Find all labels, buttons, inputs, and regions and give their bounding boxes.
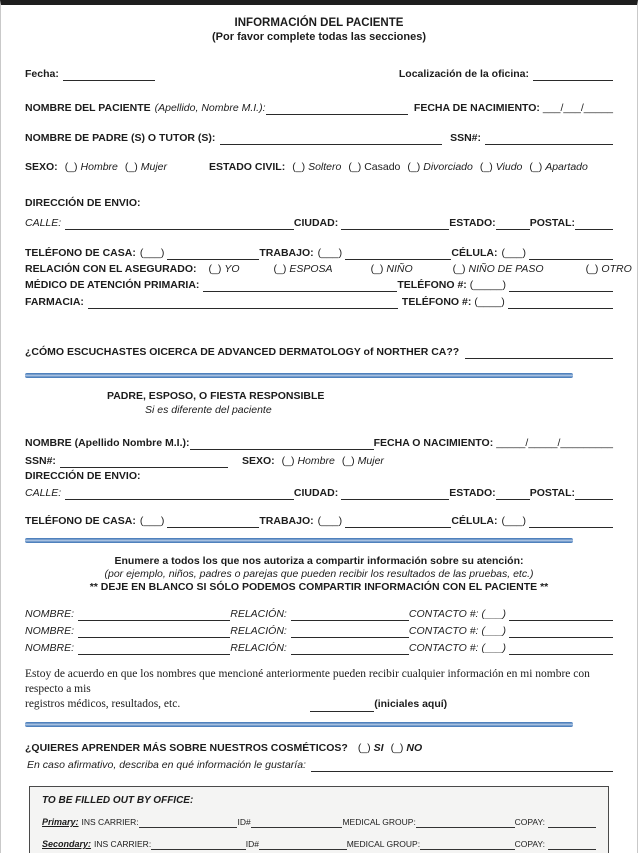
share-contact-label: CONTACTO #: bbox=[408, 642, 479, 654]
secondary-id-field[interactable] bbox=[259, 840, 347, 850]
secondary-insurance-row bbox=[42, 839, 596, 850]
cosmetics-question-label: ¿QUIERES APRENDER MÁS SOBRE NUESTROS COSMÉTICOS? bbox=[25, 742, 348, 754]
responsible-city-label: CIUDAD: bbox=[293, 487, 339, 499]
secondary-ins-carrier-label: INS CARRIER: bbox=[94, 839, 152, 849]
insured-relationship-row bbox=[25, 262, 632, 276]
city-label: CIUDAD: bbox=[293, 217, 339, 229]
sex-marital-row bbox=[25, 160, 613, 174]
marital-single-label: Soltero bbox=[308, 161, 342, 173]
section-divider bbox=[25, 538, 573, 543]
secondary-copay-field[interactable] bbox=[548, 840, 596, 850]
share-contact-label: CONTACTO #: bbox=[408, 625, 479, 637]
cosmetics-yes-label: SI bbox=[373, 742, 384, 754]
oficina-field[interactable] bbox=[533, 68, 613, 81]
responsible-sex-male-label: Hombre bbox=[297, 455, 335, 467]
responsible-zip-field[interactable] bbox=[575, 487, 613, 500]
responsible-name-field[interactable] bbox=[190, 437, 374, 450]
cell-phone-area-field[interactable]: (___) bbox=[501, 247, 526, 259]
pharmacy-row bbox=[25, 295, 613, 309]
patient-name-label: NOMBRE DEL PACIENTE bbox=[25, 102, 151, 114]
share-name-label: NOMBRE: bbox=[25, 608, 75, 620]
primary-medical-group-field[interactable] bbox=[416, 818, 515, 828]
responsible-address-label: DIRECCIÓN DE ENVIO: bbox=[25, 470, 141, 482]
responsible-sex-female-label: Mujer bbox=[357, 455, 384, 467]
responsible-work-phone-label: TRABAJO: bbox=[259, 515, 314, 527]
relation-stepchild-checkbox[interactable]: (_) bbox=[452, 263, 466, 275]
primary-medical-group-label: MEDICAL GROUP: bbox=[342, 817, 416, 827]
responsible-state-label: ESTADO: bbox=[449, 487, 496, 499]
patient-name-row bbox=[25, 101, 613, 115]
cosmetics-followup-label: En caso afirmativo, describa en qué información le gustaría: bbox=[27, 759, 306, 771]
street-field[interactable] bbox=[65, 217, 294, 230]
agreement-line-2-text: registros médicos, resultados, etc. bbox=[25, 698, 181, 710]
share-relation-label: RELACIÓN: bbox=[230, 625, 287, 637]
oficina-label: Localización de la oficina: bbox=[398, 68, 529, 80]
dob-label: FECHA DE NACIMIENTO: bbox=[413, 102, 540, 114]
share-contact-field-1[interactable] bbox=[509, 608, 613, 621]
secondary-id-label: ID# bbox=[245, 839, 259, 849]
responsible-cell-phone-area-field[interactable]: (___) bbox=[501, 515, 526, 527]
secondary-ins-carrier-field[interactable] bbox=[151, 840, 246, 850]
secondary-medical-group-label: MEDICAL GROUP: bbox=[346, 839, 421, 849]
primary-id-field[interactable] bbox=[251, 818, 343, 828]
guardian-row bbox=[25, 131, 613, 145]
referral-field[interactable] bbox=[465, 346, 613, 359]
primary-ins-carrier-field[interactable] bbox=[139, 818, 238, 828]
cosmetics-yes-checkbox[interactable]: (_) bbox=[357, 742, 371, 754]
office-use-box bbox=[29, 786, 609, 853]
home-phone-label: TELÉFONO DE CASA: bbox=[25, 247, 136, 259]
share-contact-row-2 bbox=[25, 624, 613, 638]
responsible-work-phone-field[interactable] bbox=[345, 515, 451, 528]
responsible-city-field[interactable] bbox=[341, 487, 449, 500]
mailing-address-label: DIRECCIÓN DE ENVIO: bbox=[25, 197, 141, 209]
pharmacy-phone-field[interactable] bbox=[508, 296, 613, 309]
responsible-cell-phone-field[interactable] bbox=[529, 515, 613, 528]
responsible-name-label: NOMBRE (Apellido Nombre M.I.): bbox=[25, 437, 190, 449]
pharmacy-field[interactable] bbox=[88, 296, 398, 309]
pcp-field[interactable] bbox=[203, 279, 397, 292]
responsible-ssn-sex-row bbox=[25, 454, 613, 468]
responsible-zip-label: POSTAL: bbox=[529, 487, 575, 499]
zip-label: POSTAL: bbox=[529, 217, 575, 229]
sex-label: SEXO: bbox=[25, 161, 58, 173]
share-contact-area-field-1[interactable]: (___) bbox=[481, 608, 506, 620]
pcp-phone-field[interactable] bbox=[509, 279, 613, 292]
marital-widowed-checkbox[interactable]: (_) bbox=[479, 161, 493, 173]
state-label: ESTADO: bbox=[449, 217, 496, 229]
responsible-ssn-field[interactable] bbox=[60, 455, 228, 468]
pcp-row bbox=[25, 278, 613, 292]
agreement-line-1: Estoy de acuerdo en que los nombres que mencioné anteriormente pueden recibir cualquier información en mi nombre con respecto a mis bbox=[25, 668, 590, 695]
responsible-sex-label: SEXO: bbox=[241, 455, 275, 467]
marital-married-label: Casado bbox=[364, 161, 401, 173]
marital-single-checkbox[interactable]: (_) bbox=[292, 161, 306, 173]
state-field[interactable] bbox=[496, 217, 530, 230]
marital-separated-checkbox[interactable]: (_) bbox=[529, 161, 543, 173]
relation-child-label: NIÑO bbox=[386, 263, 413, 275]
ssn-label: SSN#: bbox=[450, 132, 481, 144]
share-warning: ** DEJE EN BLANCO SI SÓLO PODEMOS COMPARTIR INFORMACIÓN CON EL PACIENTE ** bbox=[89, 581, 549, 593]
relation-self-label: YO bbox=[224, 263, 240, 275]
patient-phones-row bbox=[25, 246, 613, 260]
home-phone-area-field[interactable]: (___) bbox=[139, 247, 165, 259]
relation-other-checkbox[interactable]: (_) bbox=[585, 263, 599, 275]
zip-field[interactable] bbox=[575, 217, 613, 230]
page-subtitle: (Por favor complete todas las secciones) bbox=[212, 31, 426, 43]
responsible-phones-row bbox=[25, 514, 613, 528]
primary-copay-label: COPAY: bbox=[514, 817, 546, 827]
sex-female-checkbox[interactable]: (_) bbox=[124, 161, 138, 173]
pcp-phone-area-field[interactable]: (_____) bbox=[469, 279, 506, 291]
initials-label: (iniciales aquí) bbox=[374, 698, 448, 710]
relation-spouse-checkbox[interactable]: (_) bbox=[273, 263, 287, 275]
pharmacy-phone-label: TELÉFONO #: bbox=[401, 296, 472, 308]
share-name-label: NOMBRE: bbox=[25, 642, 75, 654]
responsible-sex-male-checkbox[interactable]: (_) bbox=[281, 455, 295, 467]
pcp-phone-label: TELÉFONO #: bbox=[397, 279, 467, 291]
responsible-work-phone-area-field[interactable]: (___) bbox=[317, 515, 343, 527]
referral-label: ¿CÓMO ESCUCHASTES OICERCA DE ADVANCED DERMATOLOGY of NORTHER CA?? bbox=[25, 346, 460, 358]
marital-status-label: ESTADO CIVIL: bbox=[209, 161, 286, 173]
work-phone-label: TRABAJO: bbox=[259, 247, 314, 259]
pharmacy-phone-area-field[interactable]: (____) bbox=[474, 296, 505, 308]
primary-tier-label: Primary: bbox=[42, 817, 79, 827]
referral-row bbox=[25, 345, 613, 359]
page-title: INFORMACIÓN DEL PACIENTE bbox=[234, 17, 404, 29]
marital-married-checkbox[interactable]: (_) bbox=[348, 161, 362, 173]
cosmetics-followup-row bbox=[25, 758, 613, 772]
share-relation-field-2[interactable] bbox=[291, 625, 409, 638]
marital-separated-label: Apartado bbox=[545, 161, 588, 173]
secondary-medical-group-field[interactable] bbox=[420, 840, 515, 850]
primary-insurance-row bbox=[42, 817, 596, 828]
responsible-street-row bbox=[25, 486, 613, 500]
primary-id-label: ID# bbox=[237, 817, 251, 827]
street-label: CALLE: bbox=[25, 217, 62, 229]
guardian-label: NOMBRE DE PADRE (S) O TUTOR (S): bbox=[25, 132, 216, 144]
sex-male-label: Hombre bbox=[80, 161, 118, 173]
share-relation-field-3[interactable] bbox=[291, 642, 409, 655]
relation-spouse-label: ESPOSA bbox=[289, 263, 333, 275]
responsible-name-row bbox=[25, 436, 613, 450]
relation-child-checkbox[interactable]: (_) bbox=[370, 263, 384, 275]
work-phone-field[interactable] bbox=[345, 247, 451, 260]
marital-widowed-label: Viudo bbox=[495, 161, 523, 173]
home-phone-field[interactable] bbox=[167, 247, 259, 260]
share-name-field-2[interactable] bbox=[78, 625, 230, 638]
share-contact-area-field-2[interactable]: (___) bbox=[481, 625, 506, 637]
responsible-home-phone-area-field[interactable]: (___) bbox=[139, 515, 165, 527]
section-divider bbox=[25, 373, 573, 378]
fecha-label: Fecha: bbox=[25, 68, 59, 80]
responsible-address-heading-row bbox=[25, 469, 613, 483]
secondary-tier-label: Secondary: bbox=[42, 839, 92, 849]
share-relation-field-1[interactable] bbox=[291, 608, 409, 621]
work-phone-area-field[interactable]: (___) bbox=[317, 247, 343, 259]
fecha-field[interactable] bbox=[63, 68, 155, 81]
share-contact-field-3[interactable] bbox=[509, 642, 613, 655]
responsible-sex-female-checkbox[interactable]: (_) bbox=[341, 455, 355, 467]
cosmetics-question-row bbox=[25, 741, 613, 755]
office-use-heading: TO BE FILLED OUT BY OFFICE: bbox=[42, 795, 194, 806]
primary-copay-field[interactable] bbox=[548, 818, 596, 828]
street-row bbox=[25, 216, 613, 230]
share-contact-label: CONTACTO #: bbox=[408, 608, 479, 620]
responsible-home-phone-field[interactable] bbox=[167, 515, 259, 528]
relation-other-label: OTRO bbox=[601, 263, 632, 275]
share-contact-area-field-3[interactable]: (___) bbox=[481, 642, 506, 654]
patient-name-field[interactable] bbox=[266, 102, 408, 115]
primary-ins-carrier-label: INS CARRIER: bbox=[81, 817, 139, 827]
share-name-field-1[interactable] bbox=[78, 608, 230, 621]
guardian-field[interactable] bbox=[220, 132, 442, 145]
share-name-field-3[interactable] bbox=[78, 642, 230, 655]
responsible-dob-field[interactable]: _____/_____/_________ bbox=[496, 437, 613, 449]
responsible-street-label: CALLE: bbox=[25, 487, 62, 499]
pharmacy-label: FARMACIA: bbox=[25, 296, 84, 308]
relation-stepchild-label: NIÑO DE PASO bbox=[468, 263, 544, 275]
mailing-address-heading-row bbox=[25, 196, 613, 210]
cell-phone-field[interactable] bbox=[529, 247, 613, 260]
share-name-label: NOMBRE: bbox=[25, 625, 75, 637]
responsible-subheading: Si es diferente del paciente bbox=[145, 404, 272, 416]
dob-field[interactable]: ___/___/_____ bbox=[542, 102, 613, 114]
pcp-label: MÉDICO DE ATENCIÓN PRIMARIA: bbox=[25, 279, 200, 291]
marital-divorced-label: Divorciado bbox=[423, 161, 473, 173]
relation-self-checkbox[interactable]: (_) bbox=[208, 263, 222, 275]
insured-relationship-label: RELACIÓN CON EL ASEGURADO: bbox=[25, 263, 197, 275]
sex-male-checkbox[interactable]: (_) bbox=[64, 161, 78, 173]
agreement-line-2 bbox=[25, 697, 613, 712]
responsible-state-field[interactable] bbox=[496, 487, 530, 500]
responsible-dob-label: FECHA O NACIMIENTO: bbox=[373, 437, 494, 449]
responsible-cell-phone-label: CÉLULA: bbox=[451, 515, 498, 527]
responsible-heading: PADRE, ESPOSO, O FIESTA RESPONSIBLE bbox=[107, 390, 325, 402]
patient-name-hint: (Apellido, Nombre M.I.): bbox=[154, 102, 266, 114]
cosmetics-followup-field[interactable] bbox=[311, 759, 613, 772]
section-divider bbox=[25, 722, 573, 727]
share-contact-field-2[interactable] bbox=[509, 625, 613, 638]
cosmetics-no-label: NO bbox=[406, 742, 423, 754]
sex-female-label: Mujer bbox=[140, 161, 167, 173]
responsible-ssn-label: SSN#: bbox=[25, 455, 56, 467]
share-relation-label: RELACIÓN: bbox=[230, 608, 287, 620]
date-office-row bbox=[25, 67, 613, 81]
secondary-copay-label: COPAY: bbox=[514, 839, 545, 849]
initials-field[interactable] bbox=[310, 699, 374, 712]
share-subheading: (por ejemplo, niños, padres o parejas que pueden recibir los resultados de las pruebas, etc.) bbox=[104, 568, 534, 580]
share-heading: Enumere a todos los que nos autoriza a compartir información sobre su atención: bbox=[114, 555, 524, 567]
marital-divorced-checkbox[interactable]: (_) bbox=[407, 161, 421, 173]
share-contact-row-3 bbox=[25, 641, 613, 655]
cell-phone-label: CÉLULA: bbox=[451, 247, 498, 259]
responsible-home-phone-label: TELÉFONO DE CASA: bbox=[25, 515, 136, 527]
responsible-street-field[interactable] bbox=[65, 487, 294, 500]
share-relation-label: RELACIÓN: bbox=[230, 642, 287, 654]
ssn-field[interactable] bbox=[485, 132, 613, 145]
cosmetics-no-checkbox[interactable]: (_) bbox=[390, 742, 404, 754]
city-field[interactable] bbox=[341, 217, 449, 230]
share-contact-row-1 bbox=[25, 607, 613, 621]
